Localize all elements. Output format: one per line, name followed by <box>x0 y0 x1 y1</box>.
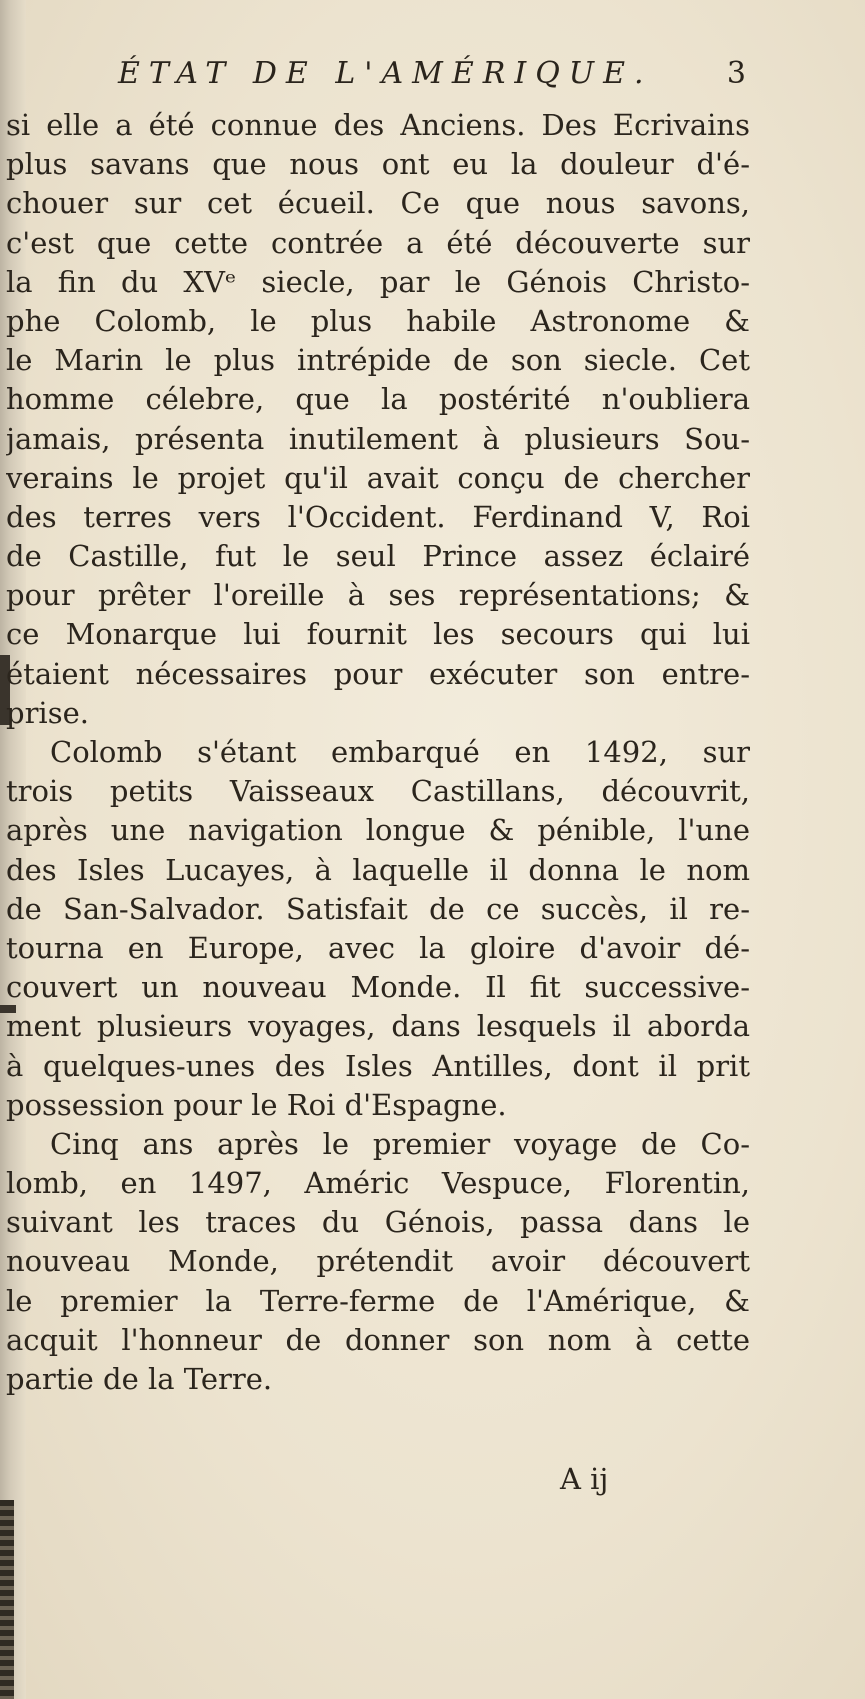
text-line: le Marin le plus intrépide de son siecle. Cet <box>6 343 750 378</box>
text-line: à quelques-unes des Isles Antilles, dont il prit <box>6 1048 750 1083</box>
text-line: des Isles Lucayes, à laquelle il donna le nom <box>6 852 750 887</box>
text-line: le premier la Terre-ferme de l'Amérique, & <box>6 1283 750 1318</box>
text-line: lomb, en 1497, Améric Vespuce, Florentin, <box>6 1166 750 1201</box>
signature-mark: A ij <box>560 1462 609 1496</box>
paragraph-3 <box>6 1125 750 1399</box>
text-line: pour prêter l'oreille à ses représentations; & <box>6 578 750 613</box>
text-line: de Castille, fut le seul Prince assez éclairé <box>6 539 750 574</box>
text-line: après une navigation longue & pénible, l'une <box>6 813 750 848</box>
text-line: tourna en Europe, avec la gloire d'avoir dé- <box>6 930 750 965</box>
text-line: c'est que cette contrée a été découverte sur <box>6 225 750 260</box>
text-line: étaient nécessaires pour exécuter son entre- <box>6 656 750 691</box>
text-line: Colomb s'étant embarqué en 1492, sur <box>50 735 750 769</box>
text-line: suivant les traces du Génois, passa dans le <box>6 1205 750 1240</box>
text-line: acquit l'honneur de donner son nom à cette <box>6 1322 750 1357</box>
page-number: 3 <box>726 56 746 91</box>
gutter-shadow-mark <box>0 1500 14 1699</box>
text-line: trois petits Vaisseaux Castillans, découvrit, <box>6 774 750 809</box>
text-line: chouer sur cet écueil. Ce que nous savons, <box>6 186 750 221</box>
running-title: ÉTAT DE L'AMÉRIQUE. <box>118 56 653 91</box>
text-line: si elle a été connue des Anciens. Des Ecrivains <box>6 108 750 142</box>
body-text <box>6 106 750 1399</box>
text-line: phe Colomb, le plus habile Astronome & <box>6 303 750 338</box>
text-line: des terres vers l'Occident. Ferdinand V, Roi <box>6 499 750 534</box>
text-line: possession pour le Roi d'Espagne. <box>6 1087 507 1122</box>
text-line: jamais, présenta inutilement à plusieurs Sou- <box>6 421 750 456</box>
paragraph-1 <box>6 106 750 733</box>
text-line: nouveau Monde, prétendit avoir découvert <box>6 1244 750 1279</box>
text-line: de San-Salvador. Satisfait de ce succès, il re- <box>6 891 750 926</box>
text-line: prise. <box>6 695 89 730</box>
text-line: ment plusieurs voyages, dans lesquels il aborda <box>6 1009 750 1044</box>
text-line: partie de la Terre. <box>6 1362 273 1396</box>
paragraph-2 <box>6 733 750 1125</box>
text-line: verains le projet qu'il avait conçu de chercher <box>6 460 750 495</box>
text-line: homme célebre, que la postérité n'oubliera <box>6 382 750 417</box>
text-line: ce Monarque lui fournit les secours qui lui <box>6 617 750 652</box>
text-line: plus savans que nous ont eu la douleur d'é- <box>6 147 750 182</box>
text-line: Cinq ans après le premier voyage de Co- <box>50 1126 750 1161</box>
text-line: couvert un nouveau Monde. Il fit successive- <box>6 970 750 1005</box>
text-line: la fin du XVᵉ siecle, par le Génois Christo- <box>6 264 750 299</box>
